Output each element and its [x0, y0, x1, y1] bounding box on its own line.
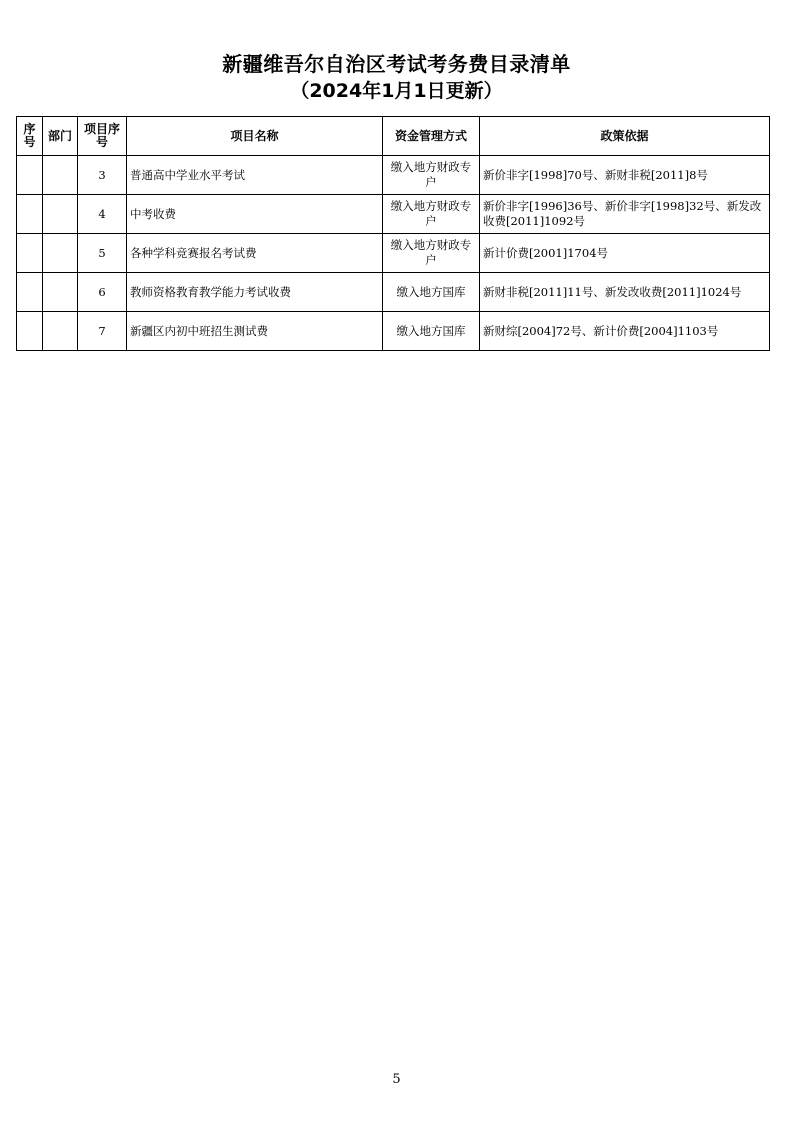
cell-fund-management: 缴入地方财政专户 [383, 195, 480, 234]
header-item-name: 项目名称 [127, 117, 383, 156]
table-row [17, 156, 770, 195]
cell-seq [17, 195, 43, 234]
cell-item-seq: 5 [78, 234, 127, 273]
cell-item-seq: 7 [78, 312, 127, 351]
cell-policy-basis: 新价非字[1998]70号、新财非税[2011]8号 [480, 156, 770, 195]
header-fund-management: 资金管理方式 [383, 117, 480, 156]
cell-item-name: 教师资格教育教学能力考试收费 [127, 273, 383, 312]
cell-item-seq: 3 [78, 156, 127, 195]
table-row [17, 234, 770, 273]
cell-dept [43, 156, 78, 195]
document-title: 新疆维吾尔自治区考试考务费目录清单 [222, 52, 571, 76]
header-row [17, 117, 770, 156]
fee-catalog-table [16, 116, 770, 351]
cell-item-seq: 4 [78, 195, 127, 234]
cell-policy-basis: 新价非字[1996]36号、新价非字[1998]32号、新发改收费[2011]1092号 [480, 195, 770, 234]
document-subtitle: （2024年1月1日更新） [290, 80, 503, 102]
cell-fund-management: 缴入地方财政专户 [383, 156, 480, 195]
cell-seq [17, 312, 43, 351]
title-block [0, 50, 793, 104]
header-seq: 序号 [17, 117, 43, 156]
table-body [17, 156, 770, 351]
cell-item-seq: 6 [78, 273, 127, 312]
cell-policy-basis: 新财非税[2011]11号、新发改收费[2011]1024号 [480, 273, 770, 312]
cell-seq [17, 234, 43, 273]
cell-item-name: 各种学科竞赛报名考试费 [127, 234, 383, 273]
table-row [17, 273, 770, 312]
cell-seq [17, 273, 43, 312]
cell-dept [43, 195, 78, 234]
header-item-seq: 项目序号 [78, 117, 127, 156]
page-number: 5 [392, 1072, 401, 1087]
cell-dept [43, 234, 78, 273]
header-dept: 部门 [43, 117, 78, 156]
cell-policy-basis: 新财综[2004]72号、新计价费[2004]1103号 [480, 312, 770, 351]
cell-item-name: 新疆区内初中班招生测试费 [127, 312, 383, 351]
cell-dept [43, 273, 78, 312]
table-row [17, 195, 770, 234]
cell-policy-basis: 新计价费[2001]1704号 [480, 234, 770, 273]
cell-item-name: 中考收费 [127, 195, 383, 234]
cell-fund-management: 缴入地方国库 [383, 312, 480, 351]
cell-fund-management: 缴入地方财政专户 [383, 234, 480, 273]
table-row [17, 312, 770, 351]
header-policy-basis: 政策依据 [480, 117, 770, 156]
cell-seq [17, 156, 43, 195]
table-header [17, 117, 770, 156]
cell-fund-management: 缴入地方国库 [383, 273, 480, 312]
cell-dept [43, 312, 78, 351]
cell-item-name: 普通高中学业水平考试 [127, 156, 383, 195]
